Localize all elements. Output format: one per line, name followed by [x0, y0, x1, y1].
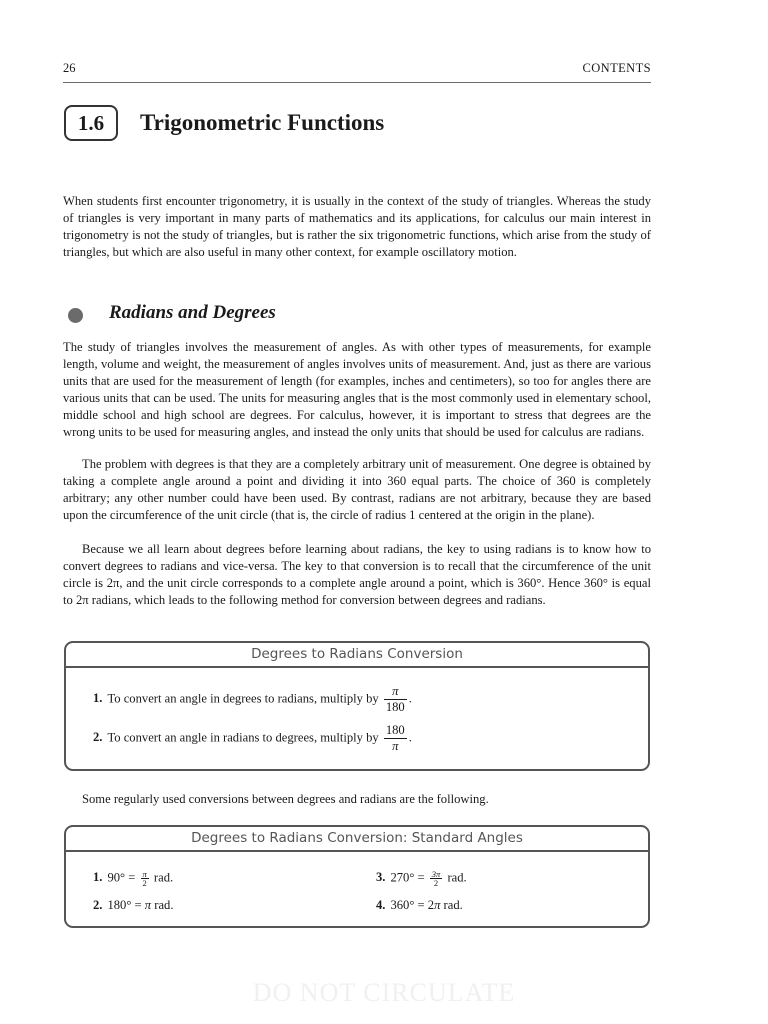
fraction: $\frac{180}{\pi}$ [385, 723, 405, 753]
angle-item-2: 2. 180° = π rad. [93, 898, 174, 912]
fraction: $\frac{\pi}{180}$ [385, 684, 405, 714]
item-number: 2. [93, 730, 103, 745]
angle-item-4: 4. 360° = 2π rad. [376, 898, 463, 912]
body-paragraph-1: The study of triangles involves the measurement of angles. As with other types of measurements, for example length, volume and weight, the measurement of angles involves units of measurement. And, just as there are various units that are used for the measurement of length (for examples, inches and centimeters), so too for angles there are various units that can be used. The units for measuring angles that is the most commonly used in elementary school, middle school and high school are degrees. For calculus, however, it is important to stress that degrees are the wrong units to be used for measuring angles, and instead the only units that should be used for calculus are radians. [63, 340, 651, 439]
fraction: $\frac{\pi}{2}$ [142, 869, 147, 888]
conversion-item-2: 2. To convert an angle in radians to degrees, multiply by $\frac{180}{\pi}$ . [93, 723, 412, 753]
angle-item-1: 1. 90° = $\frac{\pi}{2}$ rad. [93, 869, 174, 888]
page-number: 26 [63, 61, 76, 75]
body-paragraph-3: Because we all learn about degrees before learning about radians, the key to using radians is to know how to convert degrees to radians and vice-versa. The key to that conversion is to recall that the circumference of the unit circle is 2π, and the unit circle corresponds to a complete angle around a point, which is 360°. Hence 360° is equal to 2π radians, which leads to the following method for conversion between degrees and radians. [63, 542, 651, 607]
standard-angles-box [64, 825, 650, 928]
page-header [63, 60, 651, 83]
item-text: To convert an angle in radians to degrees, multiply by [107, 730, 379, 745]
watermark: DO NOT CIRCULATE [252, 978, 516, 1007]
standard-angles-title: Degrees to Radians Conversion: Standard Angles [66, 827, 648, 852]
bullet-icon [68, 308, 83, 323]
conversion-box [64, 641, 650, 771]
item-text: To convert an angle in degrees to radians, multiply by [107, 691, 379, 706]
intro-paragraph: When students first encounter trigonometry, it is usually in the context of the study of triangles. Whereas the study of triangles is very important in many parts of mathematics and its applications, for calculus our main interest in trigonometry is not the study of triangles, but is rather the six trigonometric functions, which arise from the study of triangles, but which are also useful in many other context, for example oscillatory motion. [63, 194, 651, 259]
item-number: 1. [93, 691, 103, 706]
running-title: CONTENTS [582, 61, 651, 75]
body-paragraph-2: The problem with degrees is that they are a completely arbitrary unit of measurement. One degree is obtained by taking a complete angle around a point and dividing it into 360 equal parts. The choice of 360 is completely arbitrary; any other number could have been used. By contrast, radians are not arbitrary, because they are based upon the circumference of the unit circle (that is, the circle of radius 1 centered at the origin in the plane). [63, 457, 651, 522]
subsection-title: Radians and Degrees [109, 302, 276, 323]
conversion-box-title: Degrees to Radians Conversion [66, 643, 648, 668]
section-title: Trigonometric Functions [140, 110, 385, 135]
section-number: 1.6 [64, 105, 118, 141]
between-text: Some regularly used conversions between degrees and radians are the following. [82, 792, 489, 806]
angle-item-3: 3. 270° = $\frac{3\pi}{2}$ rad. [376, 869, 467, 888]
conversion-item-1: 1. To convert an angle in degrees to radians, multiply by $\frac{\pi}{180}$ . [93, 684, 412, 714]
fraction: $\frac{3\pi}{2}$ [431, 869, 441, 888]
